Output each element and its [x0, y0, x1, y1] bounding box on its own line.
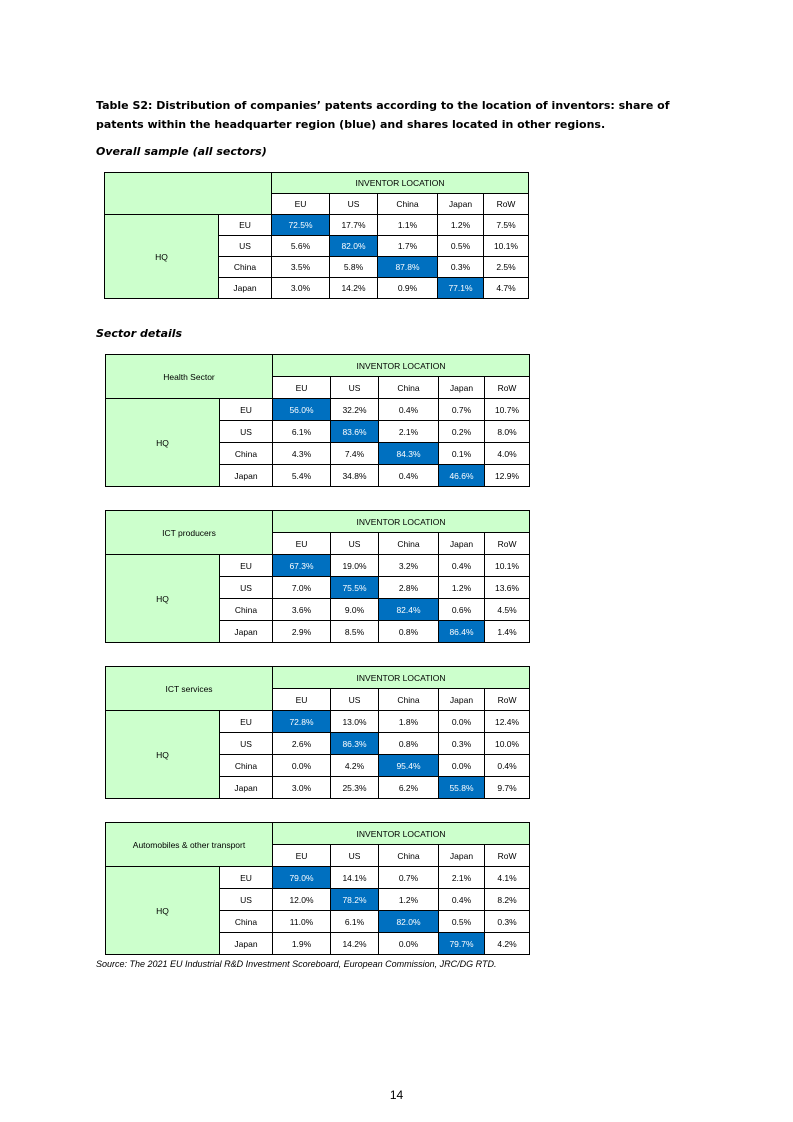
value-cell: 6.1% — [273, 421, 331, 443]
highlight-cell: 84.3% — [379, 443, 439, 465]
highlight-cell: 55.8% — [439, 777, 485, 799]
value-cell: 25.3% — [331, 777, 379, 799]
table-row — [106, 399, 530, 421]
value-cell: 0.5% — [439, 911, 485, 933]
hq-label: HQ — [106, 867, 220, 955]
value-cell: 0.0% — [273, 755, 331, 777]
highlight-cell: 82.4% — [379, 599, 439, 621]
value-cell: 32.2% — [331, 399, 379, 421]
hq-label: HQ — [106, 555, 220, 643]
column-header: China — [379, 377, 439, 399]
hq-label: HQ — [105, 215, 219, 299]
value-cell: 12.9% — [485, 465, 530, 487]
highlight-cell: 72.8% — [273, 711, 331, 733]
value-cell: 4.3% — [273, 443, 331, 465]
hq-label: HQ — [106, 711, 220, 799]
value-cell: 12.4% — [485, 711, 530, 733]
value-cell: 2.1% — [439, 867, 485, 889]
row-label: Japan — [220, 933, 273, 955]
highlight-cell: 72.5% — [272, 215, 330, 236]
hq-label: HQ — [106, 399, 220, 487]
highlight-cell: 77.1% — [438, 278, 484, 299]
value-cell: 10.7% — [485, 399, 530, 421]
row-label: EU — [219, 215, 272, 236]
column-header: RoW — [485, 845, 530, 867]
highlight-cell: 79.7% — [439, 933, 485, 955]
value-cell: 9.0% — [331, 599, 379, 621]
value-cell: 4.0% — [485, 443, 530, 465]
inventor-location-header: INVENTOR LOCATION — [273, 511, 530, 533]
column-header: Japan — [439, 533, 485, 555]
column-header: China — [379, 533, 439, 555]
highlight-cell: 56.0% — [273, 399, 331, 421]
value-cell: 0.4% — [485, 755, 530, 777]
value-cell: 10.0% — [485, 733, 530, 755]
value-cell: 0.8% — [379, 733, 439, 755]
value-cell: 0.3% — [485, 911, 530, 933]
value-cell: 1.9% — [273, 933, 331, 955]
column-header: EU — [272, 194, 330, 215]
row-label: China — [220, 599, 273, 621]
value-cell: 0.9% — [378, 278, 438, 299]
highlight-cell: 78.2% — [331, 889, 379, 911]
value-cell: 6.1% — [331, 911, 379, 933]
sector-table — [105, 822, 530, 955]
value-cell: 0.4% — [379, 465, 439, 487]
value-cell: 11.0% — [273, 911, 331, 933]
source-note: Source: The 2021 EU Industrial R&D Investment Scoreboard, European Commission, JRC/DG RTD. — [96, 959, 497, 969]
column-header: Japan — [439, 377, 485, 399]
value-cell: 7.0% — [273, 577, 331, 599]
highlight-cell: 86.4% — [439, 621, 485, 643]
value-cell: 4.2% — [331, 755, 379, 777]
value-cell: 14.2% — [331, 933, 379, 955]
value-cell: 19.0% — [331, 555, 379, 577]
column-header: Japan — [439, 845, 485, 867]
column-header: Japan — [439, 689, 485, 711]
sector-title: ICT producers — [106, 511, 273, 555]
page-number: 14 — [389, 1088, 404, 1102]
value-cell: 0.0% — [379, 933, 439, 955]
value-cell: 1.4% — [485, 621, 530, 643]
highlight-cell: 95.4% — [379, 755, 439, 777]
value-cell: 0.3% — [439, 733, 485, 755]
value-cell: 3.5% — [272, 257, 330, 278]
column-header: US — [330, 194, 378, 215]
value-cell: 10.1% — [485, 555, 530, 577]
value-cell: 0.7% — [379, 867, 439, 889]
row-label: EU — [220, 555, 273, 577]
highlight-cell: 67.3% — [273, 555, 331, 577]
value-cell: 6.2% — [379, 777, 439, 799]
value-cell: 3.6% — [273, 599, 331, 621]
column-header: China — [379, 689, 439, 711]
value-cell: 0.0% — [439, 755, 485, 777]
column-header: RoW — [485, 377, 530, 399]
value-cell: 34.8% — [331, 465, 379, 487]
value-cell: 0.8% — [379, 621, 439, 643]
column-header: EU — [273, 533, 331, 555]
column-header: China — [379, 845, 439, 867]
value-cell: 0.0% — [439, 711, 485, 733]
value-cell: 12.0% — [273, 889, 331, 911]
value-cell: 8.0% — [485, 421, 530, 443]
value-cell: 3.0% — [273, 777, 331, 799]
row-label: China — [220, 443, 273, 465]
column-header: RoW — [484, 194, 529, 215]
value-cell: 1.2% — [439, 577, 485, 599]
value-cell: 13.6% — [485, 577, 530, 599]
value-cell: 0.7% — [439, 399, 485, 421]
inventor-location-header: INVENTOR LOCATION — [273, 355, 530, 377]
column-header: RoW — [485, 533, 530, 555]
highlight-cell: 87.8% — [378, 257, 438, 278]
inventor-location-header: INVENTOR LOCATION — [273, 667, 530, 689]
value-cell: 1.2% — [438, 215, 484, 236]
value-cell: 0.6% — [439, 599, 485, 621]
value-cell: 14.1% — [331, 867, 379, 889]
row-label: US — [220, 889, 273, 911]
value-cell: 9.7% — [485, 777, 530, 799]
row-label: Japan — [220, 465, 273, 487]
row-label: US — [220, 733, 273, 755]
table-row — [105, 215, 529, 236]
highlight-cell: 83.6% — [331, 421, 379, 443]
sector-details-heading: Sector details — [96, 327, 183, 340]
highlight-cell: 79.0% — [273, 867, 331, 889]
overall-table — [104, 172, 529, 299]
highlight-cell: 75.5% — [331, 577, 379, 599]
row-label: Japan — [220, 621, 273, 643]
value-cell: 0.3% — [438, 257, 484, 278]
table-row — [106, 555, 530, 577]
table-caption: Table S2: Distribution of companies’ patents according to the location of inventors: share of patents within the headquarter region (blue) and shares located in other regions. — [96, 99, 670, 131]
column-header: US — [331, 845, 379, 867]
value-cell: 1.2% — [379, 889, 439, 911]
value-cell: 8.5% — [331, 621, 379, 643]
column-header: US — [331, 533, 379, 555]
value-cell: 5.4% — [273, 465, 331, 487]
value-cell: 7.4% — [331, 443, 379, 465]
value-cell: 5.6% — [272, 236, 330, 257]
column-header: EU — [273, 377, 331, 399]
sector-title: Automobiles & other transport — [106, 823, 273, 867]
sector-title: Health Sector — [106, 355, 273, 399]
sector-title — [105, 173, 272, 215]
highlight-cell: 82.0% — [379, 911, 439, 933]
value-cell: 2.6% — [273, 733, 331, 755]
row-label: US — [220, 577, 273, 599]
row-label: Japan — [220, 777, 273, 799]
column-header: RoW — [485, 689, 530, 711]
value-cell: 0.4% — [439, 889, 485, 911]
value-cell: 1.1% — [378, 215, 438, 236]
table-row — [106, 867, 530, 889]
value-cell: 7.5% — [484, 215, 529, 236]
value-cell: 4.1% — [485, 867, 530, 889]
row-label: China — [220, 911, 273, 933]
value-cell: 2.5% — [484, 257, 529, 278]
row-label: EU — [220, 399, 273, 421]
row-label: EU — [220, 711, 273, 733]
column-header: Japan — [438, 194, 484, 215]
value-cell: 5.8% — [330, 257, 378, 278]
highlight-cell: 46.6% — [439, 465, 485, 487]
column-header: US — [331, 377, 379, 399]
row-label: EU — [220, 867, 273, 889]
value-cell: 2.1% — [379, 421, 439, 443]
overall-sample-heading: Overall sample (all sectors) — [96, 145, 267, 158]
value-cell: 2.8% — [379, 577, 439, 599]
value-cell: 4.5% — [485, 599, 530, 621]
value-cell: 13.0% — [331, 711, 379, 733]
column-header: EU — [273, 845, 331, 867]
value-cell: 17.7% — [330, 215, 378, 236]
value-cell: 1.8% — [379, 711, 439, 733]
value-cell: 4.2% — [485, 933, 530, 955]
inventor-location-header: INVENTOR LOCATION — [272, 173, 529, 194]
sector-title: ICT services — [106, 667, 273, 711]
value-cell: 14.2% — [330, 278, 378, 299]
row-label: US — [220, 421, 273, 443]
column-header: US — [331, 689, 379, 711]
value-cell: 2.9% — [273, 621, 331, 643]
row-label: Japan — [219, 278, 272, 299]
value-cell: 3.0% — [272, 278, 330, 299]
value-cell: 0.1% — [439, 443, 485, 465]
sector-table — [105, 354, 530, 487]
column-header: China — [378, 194, 438, 215]
row-label: China — [219, 257, 272, 278]
highlight-cell: 86.3% — [331, 733, 379, 755]
row-label: China — [220, 755, 273, 777]
value-cell: 10.1% — [484, 236, 529, 257]
value-cell: 1.7% — [378, 236, 438, 257]
table-row — [106, 711, 530, 733]
value-cell: 8.2% — [485, 889, 530, 911]
value-cell: 4.7% — [484, 278, 529, 299]
sector-table — [105, 510, 530, 643]
inventor-location-header: INVENTOR LOCATION — [273, 823, 530, 845]
value-cell: 3.2% — [379, 555, 439, 577]
value-cell: 0.4% — [379, 399, 439, 421]
value-cell: 0.2% — [439, 421, 485, 443]
column-header: EU — [273, 689, 331, 711]
highlight-cell: 82.0% — [330, 236, 378, 257]
value-cell: 0.5% — [438, 236, 484, 257]
row-label: US — [219, 236, 272, 257]
sector-table — [105, 666, 530, 799]
value-cell: 0.4% — [439, 555, 485, 577]
